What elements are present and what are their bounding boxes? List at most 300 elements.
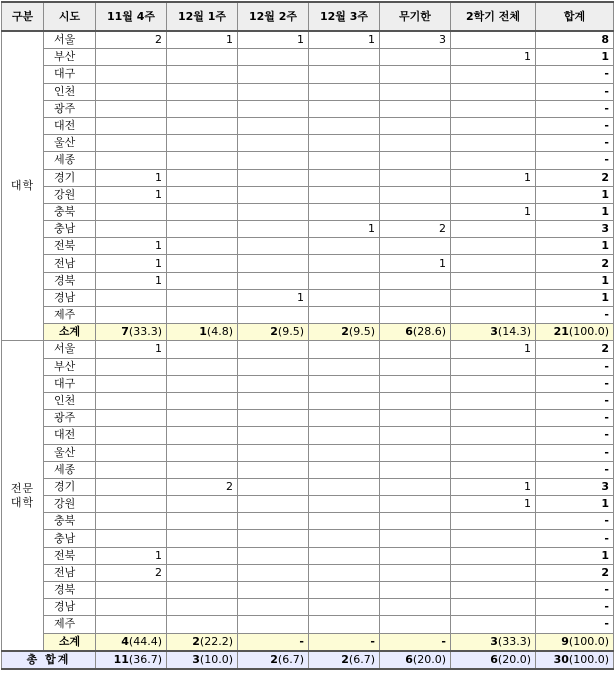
- count-cell: [451, 31, 536, 49]
- count-cell: [380, 496, 451, 513]
- count-cell: [309, 203, 380, 220]
- count-cell: [309, 169, 380, 186]
- table-row: [2, 478, 614, 495]
- table-row: [2, 427, 614, 444]
- header-total: 합계: [536, 2, 614, 31]
- count-cell: [309, 49, 380, 66]
- count-cell: [309, 513, 380, 530]
- count-cell: [309, 599, 380, 616]
- region-cell: 울산: [44, 444, 96, 461]
- count-cell: [238, 100, 309, 117]
- count-cell: [380, 461, 451, 478]
- table-row: [2, 289, 614, 306]
- count-cell: [451, 83, 536, 100]
- count-cell: [167, 564, 238, 581]
- table-row: [2, 255, 614, 272]
- count-cell: [451, 117, 536, 134]
- grand-total-label: 총 합계: [2, 651, 96, 669]
- summary-cell: [309, 324, 380, 341]
- region-cell: 충남: [44, 530, 96, 547]
- count-cell: [309, 307, 380, 324]
- count-cell: [309, 83, 380, 100]
- count-cell: 1: [96, 169, 167, 186]
- summary-percent: (6.7): [348, 652, 375, 666]
- count-cell: [451, 186, 536, 203]
- count-cell: [451, 599, 536, 616]
- row-total-cell: -: [536, 66, 614, 83]
- count-cell: [309, 392, 380, 409]
- header-dec-week3: 12월 3주: [309, 2, 380, 31]
- region-cell: 제주: [44, 616, 96, 633]
- summary-count: 3: [490, 634, 498, 648]
- summary-count: -: [441, 634, 446, 648]
- table-row: [2, 513, 614, 530]
- region-cell: 부산: [44, 358, 96, 375]
- count-cell: [451, 358, 536, 375]
- count-cell: [309, 272, 380, 289]
- region-cell: 제주: [44, 307, 96, 324]
- count-cell: [96, 307, 167, 324]
- count-cell: [451, 582, 536, 599]
- count-cell: [238, 564, 309, 581]
- summary-count: 4: [121, 634, 129, 648]
- summary-percent: (22.2): [199, 634, 233, 648]
- row-total-cell: 1: [536, 496, 614, 513]
- summary-cell: [167, 324, 238, 341]
- summary-cell: [451, 633, 536, 651]
- count-cell: [167, 83, 238, 100]
- count-cell: [238, 117, 309, 134]
- count-cell: [238, 135, 309, 152]
- row-total-cell: 2: [536, 169, 614, 186]
- region-cell: 인천: [44, 392, 96, 409]
- count-cell: [167, 341, 238, 358]
- subtotal-row: [2, 324, 614, 341]
- count-cell: [167, 66, 238, 83]
- region-cell: 경남: [44, 599, 96, 616]
- count-cell: [238, 341, 309, 358]
- subtotal-label: 소계: [44, 633, 96, 651]
- count-cell: [238, 530, 309, 547]
- region-cell: 광주: [44, 100, 96, 117]
- count-cell: [238, 83, 309, 100]
- count-cell: [238, 444, 309, 461]
- count-cell: [96, 289, 167, 306]
- table-row: [2, 66, 614, 83]
- group-label-text: 대학: [10, 179, 35, 193]
- count-cell: [167, 530, 238, 547]
- count-cell: [96, 375, 167, 392]
- count-cell: [309, 478, 380, 495]
- table-row: [2, 31, 614, 49]
- count-cell: [96, 616, 167, 633]
- table-row: [2, 203, 614, 220]
- count-cell: [238, 66, 309, 83]
- count-cell: [167, 599, 238, 616]
- row-total-cell: -: [536, 427, 614, 444]
- summary-percent: (6.7): [277, 652, 304, 666]
- count-cell: [380, 564, 451, 581]
- header-nov-week4: 11월 4주: [96, 2, 167, 31]
- summary-percent: (100.0): [568, 325, 609, 339]
- row-total-cell: -: [536, 358, 614, 375]
- row-total-cell: -: [536, 307, 614, 324]
- count-cell: 1: [238, 289, 309, 306]
- count-cell: [380, 238, 451, 255]
- region-cell: 대전: [44, 117, 96, 134]
- count-cell: [380, 427, 451, 444]
- summary-percent: (10.0): [199, 652, 233, 666]
- count-cell: [380, 513, 451, 530]
- table-row: [2, 272, 614, 289]
- count-cell: [167, 169, 238, 186]
- count-cell: [309, 100, 380, 117]
- summary-cell: [451, 324, 536, 341]
- count-cell: [167, 461, 238, 478]
- count-cell: [309, 289, 380, 306]
- count-cell: [309, 496, 380, 513]
- summary-count: 1: [199, 325, 207, 339]
- count-cell: [167, 49, 238, 66]
- count-cell: [309, 375, 380, 392]
- count-cell: [167, 255, 238, 272]
- count-cell: [380, 289, 451, 306]
- region-cell: 경기: [44, 478, 96, 495]
- count-cell: [238, 358, 309, 375]
- count-cell: [451, 152, 536, 169]
- count-cell: [96, 83, 167, 100]
- summary-cell: [451, 651, 536, 669]
- count-cell: [167, 186, 238, 203]
- count-cell: [380, 49, 451, 66]
- count-cell: [238, 392, 309, 409]
- count-cell: [380, 135, 451, 152]
- summary-percent: (100.0): [568, 634, 609, 648]
- table-row: [2, 599, 614, 616]
- header-dec-week2: 12월 2주: [238, 2, 309, 31]
- count-cell: [451, 530, 536, 547]
- summary-count: -: [299, 634, 304, 648]
- table-row: [2, 221, 614, 238]
- table-row: [2, 117, 614, 134]
- group-label-text: 대학: [10, 495, 35, 509]
- region-cell: 서울: [44, 31, 96, 49]
- header-category: 구분: [2, 2, 44, 31]
- row-total-cell: 1: [536, 186, 614, 203]
- count-cell: [167, 513, 238, 530]
- row-total-cell: -: [536, 375, 614, 392]
- count-cell: [309, 461, 380, 478]
- count-cell: [380, 375, 451, 392]
- count-cell: [96, 203, 167, 220]
- header-dec-week1: 12월 1주: [167, 2, 238, 31]
- count-cell: [96, 221, 167, 238]
- summary-cell: [238, 651, 309, 669]
- summary-percent: (20.0): [412, 652, 446, 666]
- row-total-cell: 1: [536, 289, 614, 306]
- table-row: [2, 530, 614, 547]
- count-cell: [451, 375, 536, 392]
- count-cell: [309, 186, 380, 203]
- count-cell: [238, 410, 309, 427]
- count-cell: [96, 410, 167, 427]
- table-row: [2, 410, 614, 427]
- count-cell: [309, 358, 380, 375]
- count-cell: [380, 599, 451, 616]
- region-cell: 인천: [44, 83, 96, 100]
- region-cell: 전남: [44, 564, 96, 581]
- count-cell: [238, 582, 309, 599]
- summary-count: 6: [405, 652, 413, 666]
- count-cell: [451, 461, 536, 478]
- count-cell: [96, 392, 167, 409]
- summary-count: 3: [490, 325, 498, 339]
- row-total-cell: -: [536, 599, 614, 616]
- count-cell: [451, 513, 536, 530]
- row-total-cell: 3: [536, 221, 614, 238]
- group-label: [2, 31, 44, 341]
- summary-percent: (4.8): [206, 325, 233, 339]
- count-cell: [380, 341, 451, 358]
- row-total-cell: -: [536, 117, 614, 134]
- subtotal-row: [2, 633, 614, 651]
- count-cell: [380, 169, 451, 186]
- count-cell: 1: [451, 169, 536, 186]
- count-cell: [309, 616, 380, 633]
- table-row: [2, 461, 614, 478]
- count-cell: [167, 410, 238, 427]
- summary-percent: (36.7): [128, 652, 162, 666]
- summary-percent: (100.0): [568, 652, 609, 666]
- count-cell: [96, 135, 167, 152]
- region-cell: 전남: [44, 255, 96, 272]
- count-cell: [451, 547, 536, 564]
- count-cell: [96, 530, 167, 547]
- count-cell: [451, 410, 536, 427]
- count-cell: [167, 427, 238, 444]
- count-cell: [238, 49, 309, 66]
- table-row: [2, 238, 614, 255]
- count-cell: [380, 152, 451, 169]
- count-cell: [309, 238, 380, 255]
- summary-count: 9: [561, 634, 569, 648]
- count-cell: 1: [451, 478, 536, 495]
- region-cell: 대전: [44, 427, 96, 444]
- count-cell: [451, 221, 536, 238]
- count-cell: [238, 478, 309, 495]
- count-cell: [96, 358, 167, 375]
- region-cell: 강원: [44, 186, 96, 203]
- count-cell: 1: [96, 272, 167, 289]
- summary-count: 2: [341, 652, 349, 666]
- count-cell: 1: [451, 49, 536, 66]
- count-cell: [238, 169, 309, 186]
- count-cell: [96, 117, 167, 134]
- summary-count: 2: [192, 634, 200, 648]
- count-cell: [451, 444, 536, 461]
- count-cell: [309, 444, 380, 461]
- count-cell: 1: [96, 547, 167, 564]
- summary-cell: [96, 324, 167, 341]
- region-cell: 경북: [44, 272, 96, 289]
- row-total-cell: -: [536, 100, 614, 117]
- count-cell: [167, 100, 238, 117]
- summary-cell: [380, 633, 451, 651]
- count-cell: 2: [167, 478, 238, 495]
- count-cell: [451, 392, 536, 409]
- count-cell: [380, 530, 451, 547]
- table-row: [2, 307, 614, 324]
- summary-cell: [380, 324, 451, 341]
- count-cell: [167, 496, 238, 513]
- row-total-cell: 1: [536, 547, 614, 564]
- count-cell: [309, 582, 380, 599]
- region-cell: 경북: [44, 582, 96, 599]
- row-total-cell: -: [536, 135, 614, 152]
- count-cell: 1: [309, 31, 380, 49]
- count-cell: [96, 66, 167, 83]
- count-cell: [238, 461, 309, 478]
- count-cell: 1: [96, 341, 167, 358]
- count-cell: 1: [451, 203, 536, 220]
- count-cell: [238, 152, 309, 169]
- row-total-cell: 8: [536, 31, 614, 49]
- summary-cell: [96, 633, 167, 651]
- count-cell: [380, 547, 451, 564]
- count-cell: [238, 616, 309, 633]
- region-cell: 전북: [44, 238, 96, 255]
- count-cell: [380, 478, 451, 495]
- count-cell: [451, 255, 536, 272]
- grand-total-row: [2, 651, 614, 669]
- count-cell: [309, 117, 380, 134]
- region-cell: 강원: [44, 496, 96, 513]
- summary-cell: [380, 651, 451, 669]
- count-cell: [167, 135, 238, 152]
- row-total-cell: -: [536, 461, 614, 478]
- summary-count: 2: [341, 325, 349, 339]
- summary-cell: [536, 633, 614, 651]
- count-cell: [309, 427, 380, 444]
- region-cell: 경기: [44, 169, 96, 186]
- summary-count: 3: [192, 652, 200, 666]
- count-cell: 1: [238, 31, 309, 49]
- count-cell: [380, 616, 451, 633]
- summary-count: 2: [270, 652, 278, 666]
- summary-count: 30: [553, 652, 569, 666]
- count-cell: [451, 66, 536, 83]
- count-cell: 1: [96, 255, 167, 272]
- summary-count: 21: [553, 325, 569, 339]
- region-cell: 서울: [44, 341, 96, 358]
- count-cell: [309, 66, 380, 83]
- table-row: [2, 564, 614, 581]
- count-cell: 1: [96, 186, 167, 203]
- summary-percent: (20.0): [497, 652, 531, 666]
- header-full-semester: 2학기 전체: [451, 2, 536, 31]
- summary-cell: [167, 651, 238, 669]
- count-cell: [238, 272, 309, 289]
- count-cell: [167, 203, 238, 220]
- row-total-cell: -: [536, 513, 614, 530]
- count-cell: [380, 307, 451, 324]
- region-cell: 광주: [44, 410, 96, 427]
- row-total-cell: -: [536, 582, 614, 599]
- count-cell: [451, 135, 536, 152]
- count-cell: [309, 341, 380, 358]
- count-cell: [167, 238, 238, 255]
- count-cell: [451, 100, 536, 117]
- summary-cell: [238, 633, 309, 651]
- summary-percent: (14.3): [497, 325, 531, 339]
- summary-count: 6: [490, 652, 498, 666]
- region-cell: 세종: [44, 152, 96, 169]
- count-cell: [167, 307, 238, 324]
- count-cell: [309, 564, 380, 581]
- table-row: [2, 83, 614, 100]
- table-row: [2, 616, 614, 633]
- count-cell: [167, 547, 238, 564]
- region-cell: 울산: [44, 135, 96, 152]
- region-cell: 전북: [44, 547, 96, 564]
- count-cell: [238, 238, 309, 255]
- count-cell: [451, 238, 536, 255]
- count-cell: [96, 49, 167, 66]
- table-row: [2, 169, 614, 186]
- count-cell: 2: [96, 564, 167, 581]
- count-cell: [96, 152, 167, 169]
- count-cell: [96, 599, 167, 616]
- count-cell: [380, 410, 451, 427]
- count-cell: [96, 427, 167, 444]
- count-cell: [309, 410, 380, 427]
- table-row: [2, 375, 614, 392]
- count-cell: [167, 358, 238, 375]
- count-cell: 1: [451, 496, 536, 513]
- region-cell: 충북: [44, 203, 96, 220]
- count-cell: [96, 444, 167, 461]
- count-cell: [238, 496, 309, 513]
- region-cell: 충북: [44, 513, 96, 530]
- count-cell: [167, 272, 238, 289]
- count-cell: [451, 616, 536, 633]
- count-cell: [309, 547, 380, 564]
- count-cell: [451, 427, 536, 444]
- count-cell: 1: [167, 31, 238, 49]
- count-cell: [380, 358, 451, 375]
- header-row: [2, 2, 614, 31]
- count-cell: [238, 255, 309, 272]
- count-cell: [451, 564, 536, 581]
- row-total-cell: 2: [536, 255, 614, 272]
- table-row: [2, 547, 614, 564]
- region-cell: 부산: [44, 49, 96, 66]
- count-cell: [96, 478, 167, 495]
- count-cell: [238, 375, 309, 392]
- count-cell: [309, 530, 380, 547]
- count-cell: [380, 272, 451, 289]
- region-cell: 대구: [44, 375, 96, 392]
- count-cell: [380, 203, 451, 220]
- count-cell: [96, 461, 167, 478]
- count-cell: [380, 100, 451, 117]
- group-label-text: 전문: [10, 481, 35, 495]
- table-row: [2, 582, 614, 599]
- table-row: [2, 49, 614, 66]
- row-total-cell: -: [536, 444, 614, 461]
- count-cell: [167, 616, 238, 633]
- count-cell: [238, 203, 309, 220]
